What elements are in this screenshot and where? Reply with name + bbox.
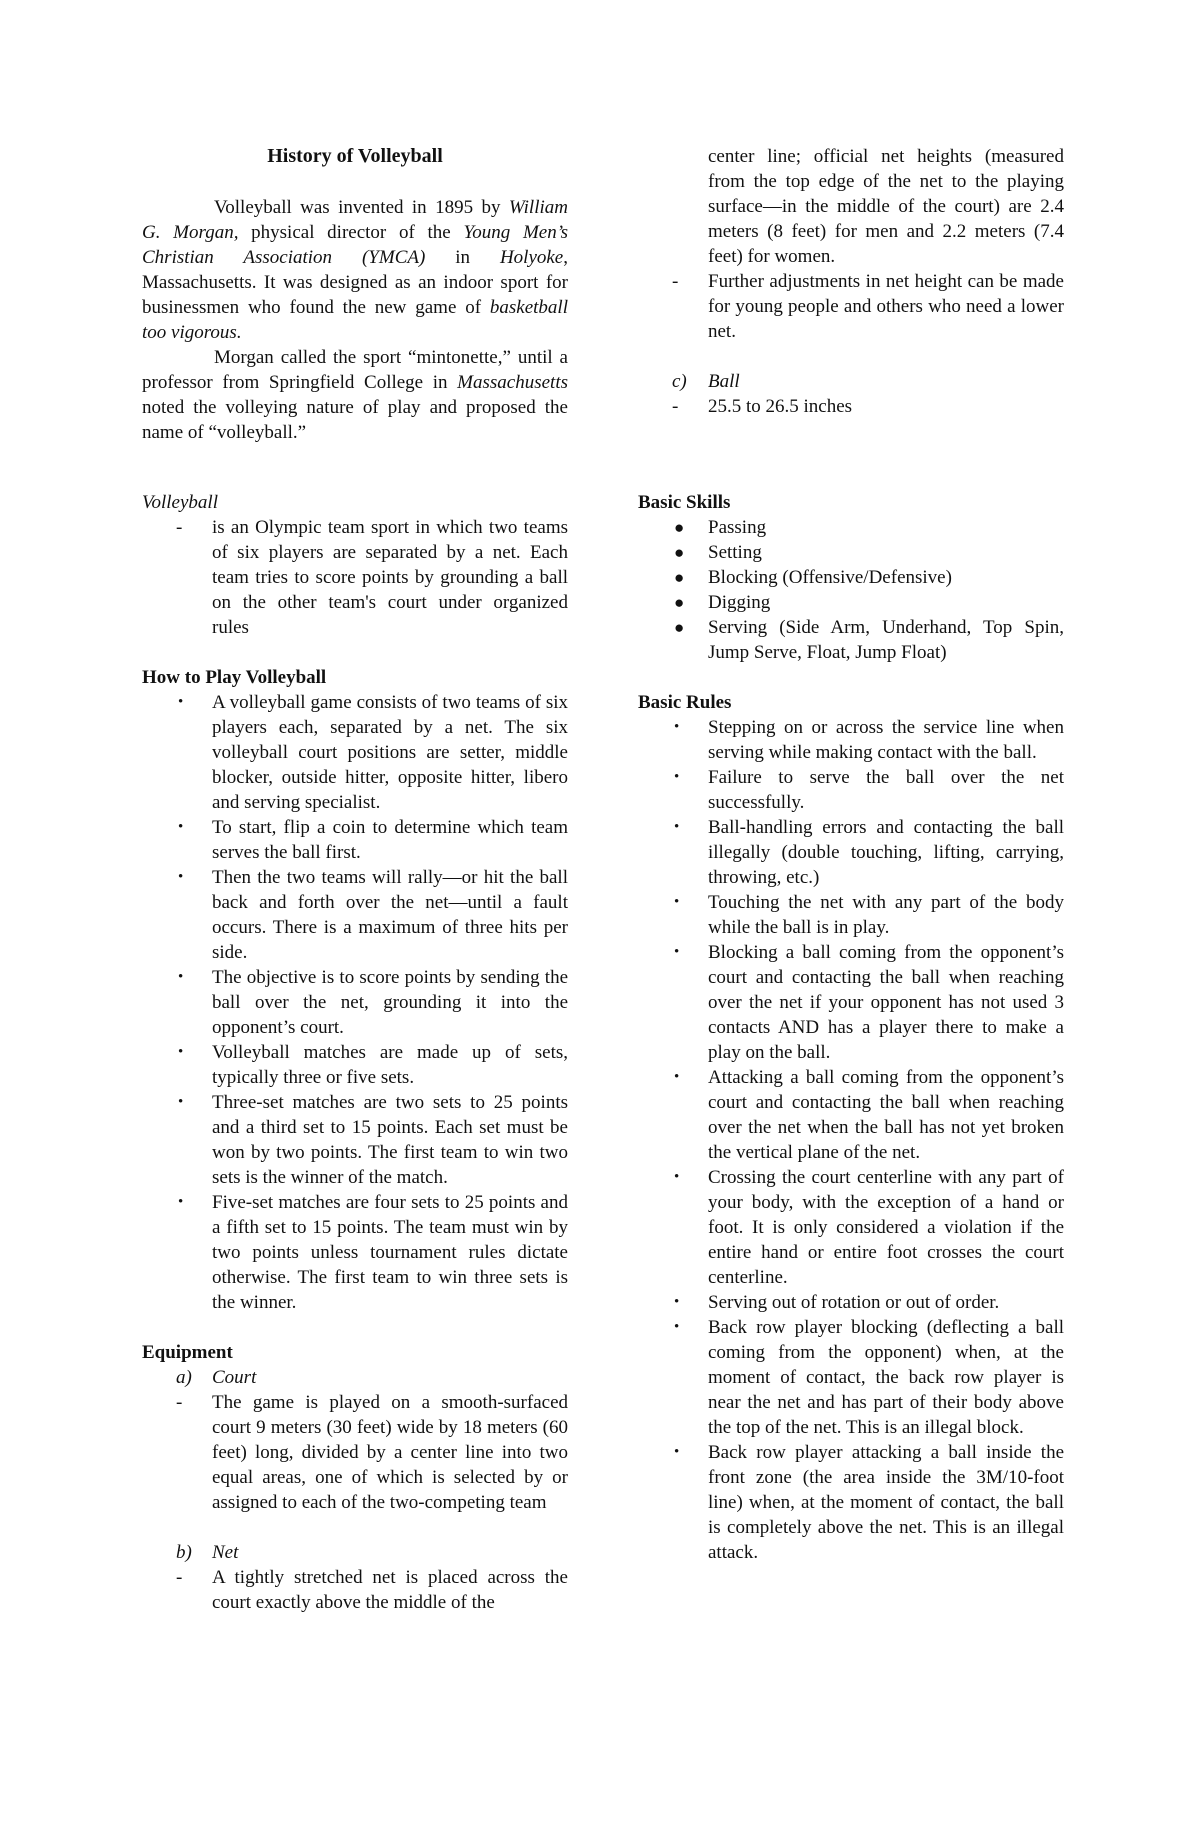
court-label: a) Court xyxy=(176,1367,257,1388)
definition-term: Volleyball xyxy=(142,492,218,513)
list-item: • Touching the net with any part of the body while the ball is in play. xyxy=(674,892,1064,938)
list-item: • Then the two teams will rally—or hit the ball back and forth over the net—until a fault occurs. There is a maximum of three hits per side. xyxy=(178,867,568,963)
right-column xyxy=(638,490,1064,1565)
how-to-play-heading: How to Play Volleyball xyxy=(142,667,327,688)
net-adjust-item: - Further adjustments in net height can be made for young people and others who need a lower net. xyxy=(672,271,1064,342)
list-item: • Five-set matches are four sets to 25 points and a fifth set to 15 points. The team must win by two points unless tournament rules dictate otherwise. The first team to win three sets is the winner. xyxy=(178,1192,568,1313)
list-item: ● Setting xyxy=(674,542,762,563)
list-item: • Three-set matches are two sets to 25 points and a third set to 15 points. Each set must be won by two points. The first team to win two sets is the winner of the match. xyxy=(178,1092,568,1188)
list-item: • Serving out of rotation or out of order. xyxy=(674,1292,1000,1313)
net-text: - A tightly stretched net is placed across the court exactly above the middle of the xyxy=(176,1567,568,1613)
basic-skills-heading: Basic Skills xyxy=(638,492,731,513)
basic-rules-heading: Basic Rules xyxy=(638,692,732,713)
list-item: • Blocking a ball coming from the opponent’s court and contacting the ball when reaching over the net if your opponent has not used 3 contacts AND has a player there to make a play on the ball. xyxy=(674,942,1064,1063)
list-item: • Back row player attacking a ball inside the front zone (the area inside the 3M/10-foot line) when, at the moment of contact, the ball is completely above the net. This is an illegal attack. xyxy=(674,1442,1064,1563)
basketball-phrase: basketball too vigorous. xyxy=(142,297,568,343)
basic-skills-list xyxy=(638,515,1064,665)
holyoke-name: Holyoke xyxy=(499,247,564,268)
history-paragraph-2: Morgan called the sport “mintonette,” until a professor from Springfield College in Massachusetts noted the volleying nature of play and proposed the name of “volleyball.” xyxy=(142,347,568,443)
basic-rules-list xyxy=(638,715,1064,1565)
morgan-name: William G. Morgan, xyxy=(142,197,568,243)
net-text-continued: center line; official net heights (measured from the top edge of the net to the playing surface—in the middle of the court) are 2.4 meters (8 feet) for men and 2.2 meters (7.4 feet) for women. xyxy=(708,146,1064,267)
net-label: b) Net xyxy=(176,1542,239,1563)
history-paragraph-1: Volleyball was invented in 1895 by William G. Morgan, physical director of the Young Men’s Christian Association (YMCA) in Holyoke, Massachusetts. It was designed as an indoor sport for businessmen who found the new game of basketball too vigorous. xyxy=(142,197,569,343)
history-title: History of Volleyball xyxy=(267,145,443,167)
list-item: ● Serving (Side Arm, Underhand, Top Spin, Jump Serve, Float, Jump Float) xyxy=(674,617,1064,663)
list-item: • Crossing the court centerline with any part of your body, with the exception of a hand or foot. It is only considered a violation if the entire hand or entire foot crosses the court centerline. xyxy=(674,1167,1064,1288)
list-item: • Attacking a ball coming from the opponent’s court and contacting the ball when reaching over the net when the ball has not yet broken the vertical plane of the net. xyxy=(674,1067,1064,1163)
equipment-continued xyxy=(638,144,1064,419)
list-item: • Stepping on or across the service line when serving while making contact with the ball. xyxy=(674,717,1064,763)
equipment-heading: Equipment xyxy=(142,1342,233,1363)
massachusetts-name: Massachusetts xyxy=(457,372,568,393)
list-item: • To start, flip a coin to determine which team serves the ball first. xyxy=(178,817,568,863)
list-item: • A volleyball game consists of two teams of six players each, separated by a net. The six volleyball court positions are setter, middle blocker, outside hitter, opposite hitter, libero and serving specialist. xyxy=(178,692,568,813)
list-item: • Failure to serve the ball over the net successfully. xyxy=(674,767,1064,813)
list-item: • Ball-handling errors and contacting the ball illegally (double touching, lifting, carrying, throwing, etc.) xyxy=(674,817,1064,888)
list-item: • Volleyball matches are made up of sets, typically three or five sets. xyxy=(178,1042,568,1088)
list-item: ● Blocking (Offensive/Defensive) xyxy=(674,567,952,588)
ball-size-item: - 25.5 to 26.5 inches xyxy=(672,396,853,417)
history-section xyxy=(142,144,568,445)
how-to-play-list xyxy=(142,690,568,1315)
ball-label: c) Ball xyxy=(672,371,740,392)
left-column xyxy=(142,490,568,1615)
list-item: • Back row player blocking (deflecting a ball coming from the opponent) when, at the moment of contact, the back row player is near the net and has part of their body above the top of the net. This is an illegal block. xyxy=(674,1317,1064,1438)
list-item: • The objective is to score points by sending the ball over the net, grounding it into the opponent’s court. xyxy=(178,967,568,1038)
list-item: ● Passing xyxy=(674,517,767,538)
definition-text: - is an Olympic team sport in which two teams of six players are separated by a net. Each team tries to score points by grounding a ball on the other team's court under organized rules xyxy=(176,517,568,638)
court-text: - The game is played on a smooth-surfaced court 9 meters (30 feet) wide by 18 meters (60 feet) long, divided by a center line into two equal areas, one of which is selected by or assigned to each of the two-competing team xyxy=(176,1392,568,1513)
list-item: ● Digging xyxy=(674,592,771,613)
ymca-name: Young Men’s Christian Association (YMCA) xyxy=(142,222,569,268)
